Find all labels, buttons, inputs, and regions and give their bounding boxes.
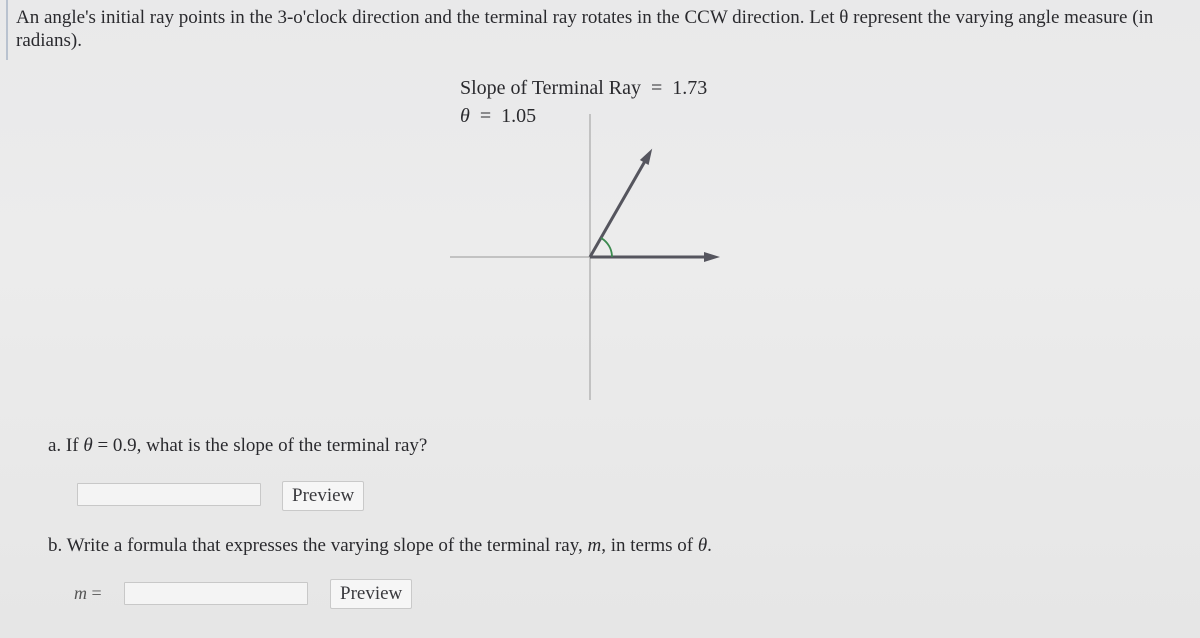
theta-equals: = <box>474 105 497 127</box>
terminal-ray-arrowhead <box>640 149 652 165</box>
preview-a-button[interactable]: Preview <box>282 481 364 511</box>
question-b-suffix: . <box>707 535 712 556</box>
terminal-ray[interactable] <box>590 159 646 257</box>
theta-symbol: θ <box>460 105 470 127</box>
question-a-theta: θ <box>83 435 93 456</box>
question-b-theta: θ <box>697 535 708 556</box>
slope-value: 1.73 <box>672 77 708 99</box>
initial-ray-arrowhead <box>704 252 720 262</box>
problem-intro: An angle's initial ray points in the 3-o'clock direction and the terminal ray rotates in the CCW direction. Let θ represent the varying angle measure (in radians). <box>16 7 1154 51</box>
theta-value: 1.05 <box>501 105 537 127</box>
m-input-label <box>74 582 102 604</box>
angle-diagram <box>440 110 750 410</box>
question-b <box>48 534 712 558</box>
angle-arc <box>601 238 612 257</box>
m-label-var: m <box>74 583 87 603</box>
slope-readout <box>460 76 707 100</box>
question-b-m: m <box>587 535 602 556</box>
question-a-prefix: a. If <box>48 435 79 456</box>
question-b-middle: , in terms of <box>601 535 694 556</box>
question-a-text: = 0.9, what is the slope of the terminal ray? <box>97 435 428 456</box>
slope-label: Slope of Terminal Ray <box>460 77 641 99</box>
slope-equals: = <box>645 77 668 99</box>
left-rule <box>6 0 8 60</box>
question-b-prefix: b. Write a formula that expresses the varying slope of the terminal ray, <box>48 535 583 556</box>
answer-b-input[interactable] <box>124 582 308 605</box>
m-label-eq: = <box>91 583 102 603</box>
answer-a-input[interactable] <box>77 483 261 506</box>
preview-b-button[interactable]: Preview <box>330 579 412 609</box>
question-a <box>48 434 427 458</box>
